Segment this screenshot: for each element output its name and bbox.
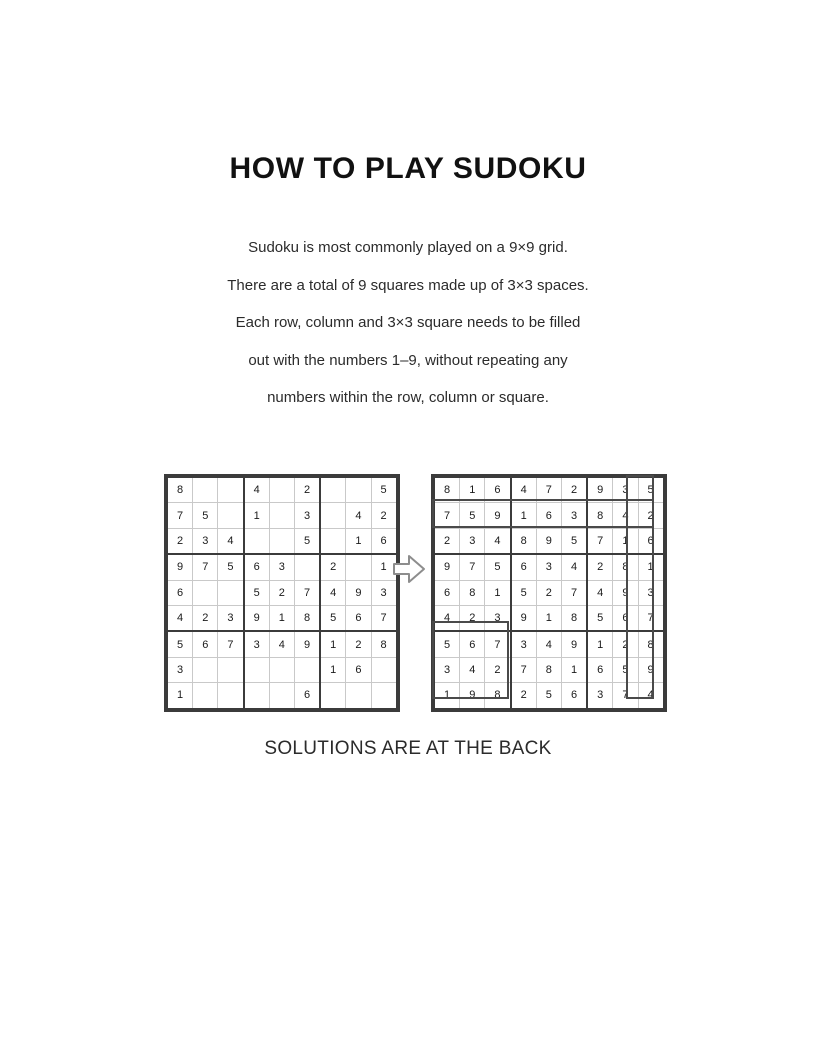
grid-cell[interactable]: 6: [638, 528, 664, 554]
grid-row: [167, 503, 397, 528]
grid-cell[interactable]: 6: [460, 631, 485, 657]
grid-cell[interactable]: 4: [460, 657, 485, 682]
grid-cell[interactable]: 9: [346, 580, 371, 605]
grid-cell[interactable]: 8: [511, 528, 537, 554]
grid-cell[interactable]: 7: [613, 683, 638, 709]
grid-cell[interactable]: 8: [638, 631, 664, 657]
grid-cell[interactable]: 1: [167, 683, 193, 709]
instruction-line-4: out with the numbers 1–9, without repeating any: [248, 351, 568, 369]
grid-cell[interactable]: 8: [536, 657, 561, 682]
grid-row: [167, 580, 397, 605]
grid-row: [434, 605, 664, 631]
grid-row: [167, 554, 397, 580]
grid-cell[interactable]: 7: [561, 580, 587, 605]
grid-cell[interactable]: [269, 528, 294, 554]
grid-row: [434, 683, 664, 709]
grid-cell[interactable]: 7: [638, 605, 664, 631]
grid-cell[interactable]: 7: [511, 657, 537, 682]
grid-cell[interactable]: 2: [193, 605, 218, 631]
solutions-note: SOLUTIONS ARE AT THE BACK: [264, 738, 552, 759]
grid-cell[interactable]: 3: [244, 631, 270, 657]
grid-cell[interactable]: 5: [371, 477, 397, 503]
grid-cell[interactable]: 6: [346, 657, 371, 682]
grid-cell[interactable]: 1: [460, 477, 485, 503]
grid-cell[interactable]: [320, 528, 346, 554]
sudoku-puzzle-grid: [164, 474, 400, 712]
grid-cell[interactable]: 7: [218, 631, 244, 657]
grid-cell[interactable]: 1: [561, 657, 587, 682]
grid-cell[interactable]: [371, 657, 397, 682]
boards-row: [0, 472, 816, 702]
grid-cell[interactable]: 1: [434, 683, 460, 709]
grid-cell[interactable]: 6: [244, 554, 270, 580]
page-title: HOW TO PLAY SUDOKU: [229, 152, 587, 185]
grid-cell[interactable]: 3: [638, 580, 664, 605]
grid-cell[interactable]: 1: [320, 631, 346, 657]
grid-cell[interactable]: [193, 683, 218, 709]
grid-cell[interactable]: 1: [587, 631, 613, 657]
grid-cell[interactable]: 2: [434, 528, 460, 554]
instruction-line-2: There are a total of 9 squares made up of 3×3 spaces.: [227, 276, 589, 294]
grid-cell[interactable]: 8: [167, 477, 193, 503]
grid-cell[interactable]: [346, 554, 371, 580]
grid-cell[interactable]: 3: [167, 657, 193, 682]
grid-cell[interactable]: 1: [244, 503, 270, 528]
grid-cell[interactable]: [269, 657, 294, 682]
grid-row: [434, 631, 664, 657]
grid-cell[interactable]: 6: [371, 528, 397, 554]
grid-row: [434, 580, 664, 605]
grid-cell[interactable]: [218, 477, 244, 503]
grid-cell[interactable]: 4: [167, 605, 193, 631]
right-arrow-icon: [392, 552, 426, 586]
grid-cell[interactable]: [218, 683, 244, 709]
grid-row: [434, 554, 664, 580]
grid-cell[interactable]: 1: [536, 605, 561, 631]
instruction-line-1: Sudoku is most commonly played on a 9×9 grid.: [248, 239, 568, 256]
grid-cell[interactable]: 2: [167, 528, 193, 554]
grid-row: [434, 503, 664, 528]
grid-cell[interactable]: [269, 477, 294, 503]
grid-cell[interactable]: 4: [613, 503, 638, 528]
sudoku-solution-grid: [431, 474, 667, 712]
grid-cell[interactable]: 5: [638, 477, 664, 503]
grid-cell[interactable]: 1: [485, 580, 511, 605]
grid-cell[interactable]: 5: [536, 683, 561, 709]
grid-cell[interactable]: 6: [434, 580, 460, 605]
grid-cell[interactable]: 6: [587, 657, 613, 682]
grid-cell[interactable]: 9: [511, 605, 537, 631]
grid-cell[interactable]: 8: [587, 503, 613, 528]
grid-cell[interactable]: 9: [638, 657, 664, 682]
grid-cell[interactable]: 5: [485, 554, 511, 580]
grid-cell[interactable]: 4: [511, 477, 537, 503]
grid-cell[interactable]: [294, 554, 320, 580]
grid-cell[interactable]: 5: [587, 605, 613, 631]
grid-cell[interactable]: [193, 580, 218, 605]
grid-cell[interactable]: 3: [269, 554, 294, 580]
grid-cell[interactable]: 9: [536, 528, 561, 554]
grid-row: [434, 657, 664, 682]
grid-cell[interactable]: 1: [346, 528, 371, 554]
grid-cell[interactable]: [218, 657, 244, 682]
grid-cell[interactable]: 9: [460, 683, 485, 709]
grid-cell[interactable]: 3: [536, 554, 561, 580]
grid-cell[interactable]: [193, 477, 218, 503]
grid-cell[interactable]: 8: [294, 605, 320, 631]
grid-cell[interactable]: 4: [536, 631, 561, 657]
grid-cell[interactable]: 9: [294, 631, 320, 657]
grid-cell[interactable]: 3: [511, 631, 537, 657]
grid-cell[interactable]: [320, 683, 346, 709]
grid-cell[interactable]: 7: [434, 503, 460, 528]
grid-cell[interactable]: 7: [536, 477, 561, 503]
grid-cell[interactable]: 4: [346, 503, 371, 528]
grid-cell[interactable]: 9: [244, 605, 270, 631]
grid-cell[interactable]: 1: [269, 605, 294, 631]
grid-cell[interactable]: 6: [511, 554, 537, 580]
grid-cell[interactable]: 4: [244, 477, 270, 503]
grid-cell[interactable]: 7: [294, 580, 320, 605]
grid-cell[interactable]: 2: [511, 683, 537, 709]
grid-cell[interactable]: 7: [167, 503, 193, 528]
grid-cell[interactable]: 4: [638, 683, 664, 709]
grid-cell[interactable]: 4: [561, 554, 587, 580]
grid-cell[interactable]: 2: [613, 631, 638, 657]
grid-cell[interactable]: 5: [167, 631, 193, 657]
grid-cell[interactable]: [269, 503, 294, 528]
instructions-block: [0, 240, 816, 428]
grid-cell[interactable]: 1: [320, 657, 346, 682]
grid-row: [167, 605, 397, 631]
grid-cell[interactable]: 3: [371, 580, 397, 605]
grid-cell[interactable]: 9: [561, 631, 587, 657]
grid-cell[interactable]: 1: [511, 503, 537, 528]
grid-cell[interactable]: 2: [320, 554, 346, 580]
grid-cell[interactable]: 3: [460, 528, 485, 554]
grid-cell[interactable]: 4: [218, 528, 244, 554]
grid-cell[interactable]: 9: [167, 554, 193, 580]
grid-cell[interactable]: 2: [371, 503, 397, 528]
grid-cell[interactable]: 5: [434, 631, 460, 657]
grid-cell[interactable]: 6: [346, 605, 371, 631]
grid-cell[interactable]: [346, 683, 371, 709]
grid-cell[interactable]: 4: [485, 528, 511, 554]
grid-cell[interactable]: [269, 683, 294, 709]
grid-cell[interactable]: 2: [485, 657, 511, 682]
grid-cell[interactable]: 6: [561, 683, 587, 709]
grid-cell[interactable]: [193, 657, 218, 682]
grid-cell[interactable]: 2: [346, 631, 371, 657]
grid-cell[interactable]: [244, 683, 270, 709]
grid-cell[interactable]: [294, 657, 320, 682]
grid-cell[interactable]: [218, 580, 244, 605]
grid-cell[interactable]: 2: [587, 554, 613, 580]
grid-cell[interactable]: 6: [485, 477, 511, 503]
grid-cell[interactable]: 6: [536, 503, 561, 528]
grid-cell[interactable]: 5: [294, 528, 320, 554]
grid-cell[interactable]: 4: [434, 605, 460, 631]
grid-cell[interactable]: 6: [294, 683, 320, 709]
grid-cell[interactable]: 2: [460, 605, 485, 631]
grid-cell[interactable]: 9: [434, 554, 460, 580]
grid-cell[interactable]: 5: [244, 580, 270, 605]
grid-cell[interactable]: 7: [371, 605, 397, 631]
grid-cell[interactable]: 3: [193, 528, 218, 554]
grid-cell[interactable]: [346, 477, 371, 503]
grid-cell[interactable]: 1: [613, 528, 638, 554]
grid-row: [434, 477, 664, 503]
grid-cell[interactable]: 5: [511, 580, 537, 605]
grid-cell[interactable]: 8: [613, 554, 638, 580]
instruction-line-3: Each row, column and 3×3 square needs to be filled: [235, 314, 581, 331]
grid-row: [167, 683, 397, 709]
grid-cell[interactable]: 1: [638, 554, 664, 580]
grid-cell[interactable]: 1: [371, 554, 397, 580]
grid-cell[interactable]: [218, 503, 244, 528]
grid-cell[interactable]: 5: [460, 503, 485, 528]
grid-cell[interactable]: 5: [320, 605, 346, 631]
grid-cell[interactable]: 2: [269, 580, 294, 605]
grid-cell[interactable]: 4: [269, 631, 294, 657]
grid-cell[interactable]: 8: [485, 683, 511, 709]
grid-cell[interactable]: 6: [613, 605, 638, 631]
grid-cell[interactable]: 2: [561, 477, 587, 503]
grid-row: [167, 528, 397, 554]
grid-cell[interactable]: 9: [587, 477, 613, 503]
grid-cell[interactable]: 9: [485, 503, 511, 528]
grid-cell[interactable]: 4: [320, 580, 346, 605]
grid-cell[interactable]: 7: [485, 631, 511, 657]
grid-cell[interactable]: 8: [460, 580, 485, 605]
grid-cell[interactable]: 8: [434, 477, 460, 503]
grid-cell[interactable]: 8: [371, 631, 397, 657]
grid-cell[interactable]: 5: [218, 554, 244, 580]
grid-row: [167, 657, 397, 682]
grid-cell[interactable]: 3: [587, 683, 613, 709]
grid-cell[interactable]: 2: [536, 580, 561, 605]
grid-cell[interactable]: 4: [587, 580, 613, 605]
grid-cell[interactable]: 3: [613, 477, 638, 503]
grid-cell[interactable]: 3: [485, 605, 511, 631]
grid-cell[interactable]: 6: [193, 631, 218, 657]
grid-cell[interactable]: 5: [193, 503, 218, 528]
grid-cell[interactable]: 3: [294, 503, 320, 528]
grid-row: [167, 631, 397, 657]
grid-cell[interactable]: 5: [561, 528, 587, 554]
grid-row: [167, 477, 397, 503]
grid-cell[interactable]: [320, 477, 346, 503]
grid-cell[interactable]: 2: [638, 503, 664, 528]
grid-cell[interactable]: 6: [167, 580, 193, 605]
grid-cell[interactable]: 7: [587, 528, 613, 554]
grid-cell[interactable]: 5: [613, 657, 638, 682]
grid-row: [434, 528, 664, 554]
grid-cell[interactable]: 7: [193, 554, 218, 580]
grid-cell[interactable]: 3: [434, 657, 460, 682]
grid-cell[interactable]: 9: [613, 580, 638, 605]
grid-cell[interactable]: 7: [460, 554, 485, 580]
grid-cell[interactable]: 3: [561, 503, 587, 528]
instruction-line-5: numbers within the row, column or square.: [267, 389, 549, 406]
grid-cell[interactable]: [320, 503, 346, 528]
grid-cell[interactable]: [244, 657, 270, 682]
grid-cell[interactable]: [371, 683, 397, 709]
grid-cell[interactable]: 3: [218, 605, 244, 631]
grid-cell[interactable]: 2: [294, 477, 320, 503]
grid-cell[interactable]: [244, 528, 270, 554]
grid-cell[interactable]: 8: [561, 605, 587, 631]
